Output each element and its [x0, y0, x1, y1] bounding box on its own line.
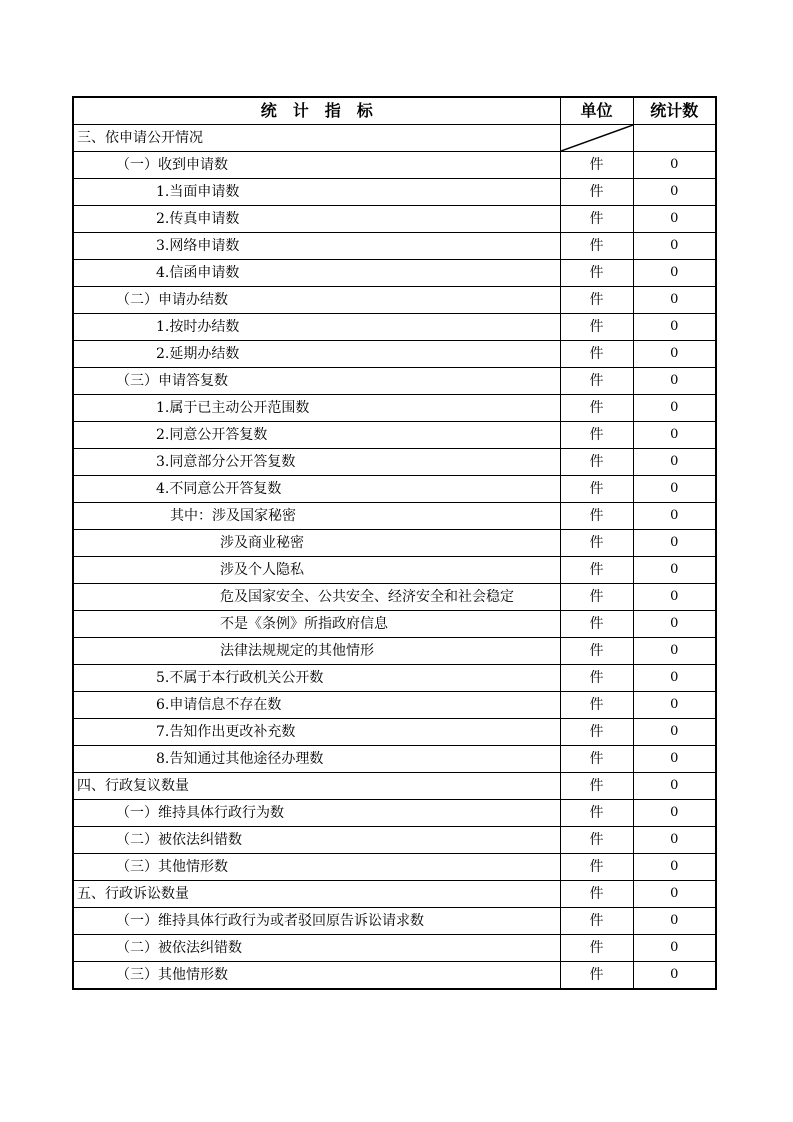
table-row: [73, 638, 716, 665]
indicator-label: 4.信函申请数: [156, 265, 240, 281]
indicator-label: 2.延期办结数: [156, 346, 240, 362]
indicator-label: 危及国家安全、公共安全、经济安全和社会稳定: [220, 589, 514, 605]
indicator-cell: [73, 719, 560, 746]
unit-cell: 件: [560, 395, 633, 422]
indicator-cell: [73, 260, 560, 287]
count-cell: 0: [633, 935, 716, 962]
unit-cell: 件: [560, 287, 633, 314]
indicator-label: 2.同意公开答复数: [156, 427, 268, 443]
indicator-label: 四、行政复议数量: [77, 778, 189, 794]
indicator-label: 3.同意部分公开答复数: [156, 454, 296, 470]
indicator-cell: [73, 314, 560, 341]
table-row: [73, 719, 716, 746]
unit-cell: 件: [560, 476, 633, 503]
count-cell: 0: [633, 638, 716, 665]
indicator-label: （三）申请答复数: [116, 373, 228, 389]
indicator-label: （三）其他情形数: [116, 967, 228, 983]
count-cell: 0: [633, 395, 716, 422]
indicator-label: 法律法规规定的其他情形: [220, 643, 374, 659]
table-row: [73, 503, 716, 530]
unit-cell: 件: [560, 341, 633, 368]
table-row: [73, 206, 716, 233]
indicator-label: 2.传真申请数: [156, 211, 240, 227]
count-cell: 0: [633, 179, 716, 206]
table-header: [73, 97, 716, 125]
unit-cell: 件: [560, 233, 633, 260]
table-row: [73, 422, 716, 449]
unit-cell: 件: [560, 611, 633, 638]
table-row: [73, 665, 716, 692]
count-cell: 0: [633, 314, 716, 341]
unit-cell: 件: [560, 773, 633, 800]
indicator-cell: [73, 530, 560, 557]
count-cell: 0: [633, 692, 716, 719]
count-cell: 0: [633, 908, 716, 935]
indicator-cell: [73, 287, 560, 314]
count-cell: 0: [633, 881, 716, 908]
unit-cell: 件: [560, 827, 633, 854]
count-cell: 0: [633, 449, 716, 476]
indicator-cell: [73, 827, 560, 854]
unit-cell: 件: [560, 206, 633, 233]
unit-cell: 件: [560, 422, 633, 449]
indicator-cell: [73, 854, 560, 881]
indicator-cell: [73, 476, 560, 503]
indicator-label: 涉及商业秘密: [220, 535, 304, 551]
count-cell: 0: [633, 476, 716, 503]
header-unit: 单位: [560, 97, 633, 125]
count-cell: [633, 125, 716, 152]
indicator-cell: [73, 800, 560, 827]
indicator-label: 6.申请信息不存在数: [156, 697, 282, 713]
indicator-label: 7.告知作出更改补充数: [156, 724, 296, 740]
indicator-label: 不是《条例》所指政府信息: [220, 616, 388, 632]
unit-cell: 件: [560, 719, 633, 746]
unit-cell: 件: [560, 854, 633, 881]
count-cell: 0: [633, 206, 716, 233]
table-row: [73, 908, 716, 935]
table-row: [73, 746, 716, 773]
indicator-label: （二）被依法纠错数: [116, 832, 242, 848]
table-row: [73, 800, 716, 827]
indicator-cell: [73, 692, 560, 719]
table-row: [73, 395, 716, 422]
unit-cell: 件: [560, 314, 633, 341]
indicator-cell: [73, 395, 560, 422]
header-count: 统计数: [633, 97, 716, 125]
indicator-label: （二）被依法纠错数: [116, 940, 242, 956]
table-row: [73, 125, 716, 152]
count-cell: 0: [633, 422, 716, 449]
indicator-label: 1.属于已主动公开范围数: [156, 400, 310, 416]
header-row: [73, 97, 716, 125]
indicator-cell: [73, 341, 560, 368]
table-row: [73, 287, 716, 314]
unit-cell: 件: [560, 638, 633, 665]
unit-cell: 件: [560, 881, 633, 908]
count-cell: 0: [633, 665, 716, 692]
table-row: [73, 854, 716, 881]
indicator-cell: [73, 611, 560, 638]
table-row: [73, 962, 716, 990]
indicator-cell: [73, 422, 560, 449]
indicator-label: 8.告知通过其他途径办理数: [156, 751, 324, 767]
indicator-cell: [73, 584, 560, 611]
table-row: [73, 152, 716, 179]
statistics-table: [72, 96, 717, 990]
indicator-label: （一）收到申请数: [116, 157, 228, 173]
unit-cell: 件: [560, 530, 633, 557]
indicator-cell: [73, 935, 560, 962]
unit-cell: 件: [560, 503, 633, 530]
count-cell: 0: [633, 368, 716, 395]
count-cell: 0: [633, 800, 716, 827]
table-row: [73, 476, 716, 503]
indicator-cell: [73, 773, 560, 800]
table-row: [73, 341, 716, 368]
table-row: [73, 233, 716, 260]
indicator-cell: [73, 908, 560, 935]
count-cell: 0: [633, 584, 716, 611]
table-row: [73, 260, 716, 287]
table-row: [73, 881, 716, 908]
indicator-cell: [73, 665, 560, 692]
table-row: [73, 179, 716, 206]
indicator-cell: [73, 881, 560, 908]
table-row: [73, 935, 716, 962]
indicator-label: 3.网络申请数: [156, 238, 240, 254]
count-cell: 0: [633, 152, 716, 179]
indicator-cell: [73, 962, 560, 990]
unit-cell: 件: [560, 962, 633, 990]
indicator-cell: [73, 206, 560, 233]
count-cell: 0: [633, 530, 716, 557]
indicator-label: （一）维持具体行政行为数: [116, 805, 284, 821]
indicator-label: 5.不属于本行政机关公开数: [156, 670, 324, 686]
table-row: [73, 773, 716, 800]
indicator-cell: [73, 449, 560, 476]
table-row: [73, 827, 716, 854]
indicator-cell: [73, 179, 560, 206]
unit-cell: 件: [560, 368, 633, 395]
unit-cell: 件: [560, 557, 633, 584]
unit-cell: 件: [560, 665, 633, 692]
count-cell: 0: [633, 287, 716, 314]
indicator-label: （三）其他情形数: [116, 859, 228, 875]
unit-cell: 件: [560, 584, 633, 611]
indicator-cell: [73, 557, 560, 584]
table-row: [73, 530, 716, 557]
indicator-label: 1.当面申请数: [156, 184, 240, 200]
indicator-label: 五、行政诉讼数量: [77, 886, 189, 902]
unit-cell: 件: [560, 152, 633, 179]
count-cell: 0: [633, 260, 716, 287]
indicator-label: 三、依申请公开情况: [77, 130, 203, 146]
table-row: [73, 557, 716, 584]
unit-cell: 件: [560, 800, 633, 827]
indicator-label: 1.按时办结数: [156, 319, 240, 335]
indicator-label: 涉及个人隐私: [220, 562, 304, 578]
diagonal-slash-cell: [560, 125, 633, 152]
indicator-label: 其中：涉及国家秘密: [170, 508, 296, 524]
unit-cell: 件: [560, 260, 633, 287]
count-cell: 0: [633, 746, 716, 773]
indicator-label: （一）维持具体行政行为或者驳回原告诉讼请求数: [116, 913, 424, 929]
unit-cell: 件: [560, 692, 633, 719]
count-cell: 0: [633, 962, 716, 990]
table-row: [73, 584, 716, 611]
unit-cell: 件: [560, 746, 633, 773]
indicator-cell: [73, 125, 560, 152]
table-row: [73, 449, 716, 476]
table-row: [73, 314, 716, 341]
diagonal-line-icon: [561, 125, 633, 151]
count-cell: 0: [633, 827, 716, 854]
unit-cell: 件: [560, 449, 633, 476]
count-cell: 0: [633, 719, 716, 746]
count-cell: 0: [633, 854, 716, 881]
indicator-cell: [73, 746, 560, 773]
indicator-cell: [73, 233, 560, 260]
unit-cell: 件: [560, 908, 633, 935]
count-cell: 0: [633, 341, 716, 368]
count-cell: 0: [633, 773, 716, 800]
indicator-label: 4.不同意公开答复数: [156, 481, 282, 497]
count-cell: 0: [633, 503, 716, 530]
indicator-cell: [73, 638, 560, 665]
count-cell: 0: [633, 557, 716, 584]
table-row: [73, 368, 716, 395]
indicator-label: （二）申请办结数: [116, 292, 228, 308]
count-cell: 0: [633, 233, 716, 260]
header-indicator: 统 计 指 标: [73, 97, 560, 125]
table-row: [73, 692, 716, 719]
indicator-cell: [73, 152, 560, 179]
count-cell: 0: [633, 611, 716, 638]
table-body: [73, 125, 716, 990]
indicator-cell: [73, 368, 560, 395]
indicator-cell: [73, 503, 560, 530]
unit-cell: 件: [560, 935, 633, 962]
table-row: [73, 611, 716, 638]
unit-cell: 件: [560, 179, 633, 206]
